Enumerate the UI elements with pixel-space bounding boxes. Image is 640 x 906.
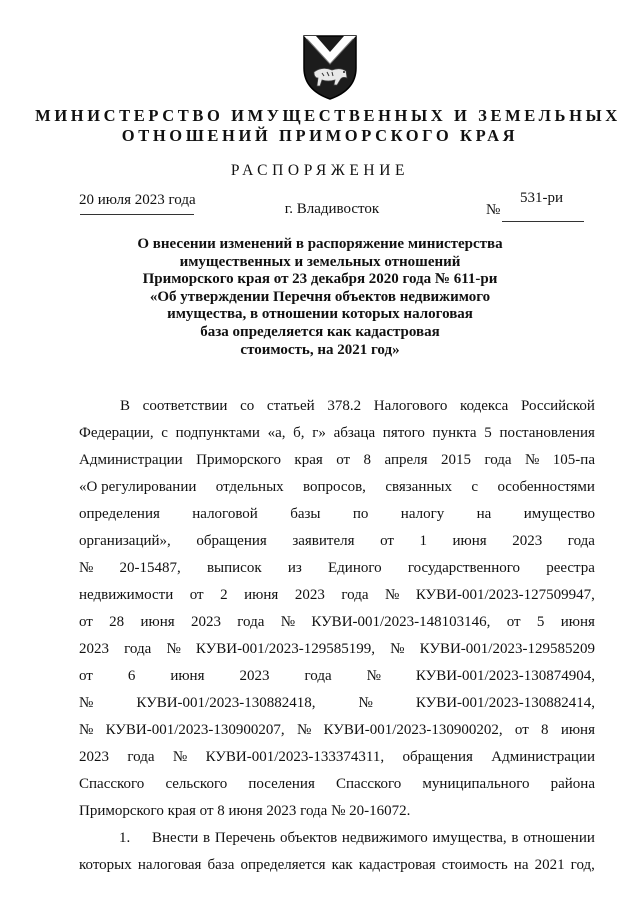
body-line [79,852,595,879]
document-number: 531-ри [520,190,564,206]
word: отдельных [215,479,284,495]
word: постановления [499,425,595,441]
word: 2015 [440,452,471,468]
word: организаций», [79,533,171,549]
word: года [127,749,155,765]
word: В [120,398,131,414]
word: июня [140,614,175,630]
word: от [79,668,93,684]
word: 2023 [512,533,543,549]
word: КУВИ-001/2023-133374311, [205,749,385,765]
item-number: 1. [119,830,131,846]
word: № [79,560,94,576]
word: которых [79,857,132,873]
word: года [124,641,152,657]
body-line [79,474,595,501]
body-line [79,555,595,582]
document-type: РАСПОРЯЖЕНИЕ [230,162,410,179]
word: б, [293,425,305,441]
word: год, [570,857,595,873]
document-body [79,393,595,879]
word: 2023 [79,641,109,657]
body-line [79,663,595,690]
word: июня [170,668,205,684]
word: КУВИ-001/2023-130900207, [105,722,285,738]
word: объектов [279,830,338,846]
body-line [79,501,595,528]
word: № [296,722,312,738]
word: по [352,506,369,522]
word: «а, [267,425,286,441]
word: Спасского [79,776,145,792]
word: государственного [407,560,520,576]
word: КУВИ-001/2023-148103146, [311,614,491,630]
word: абзаца [333,425,376,441]
word: 105-па [552,452,595,468]
body-line [79,582,595,609]
word: 8 [541,722,549,738]
word: от [336,452,351,468]
word: июня [244,587,279,603]
word: 8 [363,452,372,468]
word: обращения [196,533,267,549]
subject-line: имущества, в отношении которых налоговая [167,306,473,323]
word: «О регулировании [79,479,197,495]
word: выписок [206,560,262,576]
word: особенностями [497,479,595,495]
word: Спасского [335,776,402,792]
document-date: 20 июля 2023 года [79,192,196,208]
word: № [79,722,94,738]
word: 20-15487, [119,560,181,576]
body-line [79,420,595,447]
word: от [189,587,204,603]
word: № [525,452,540,468]
word: определяется [240,857,326,873]
word: Администрации [491,749,595,765]
word: № [385,587,400,603]
word: июня [560,614,595,630]
word: в [203,830,211,846]
word: со [240,398,255,414]
word: Российской [521,398,595,414]
word: база [207,857,235,873]
word: пункта [432,425,477,441]
word: Приморского [196,452,281,468]
word: на [476,506,492,522]
word: года [304,668,332,684]
document-city: г. Владивосток [284,201,380,217]
word: 5 [484,425,492,441]
word: апреля [384,452,428,468]
word: июня [452,533,487,549]
word: № [166,641,181,657]
subject-line: имущественных и земельных отношений [179,253,461,270]
word: налоговой [192,506,258,522]
body-line [79,771,595,798]
subject-line: О внесении изменений в распоряжение министерства [137,236,503,252]
word: КУВИ-001/2023-130882414, [415,695,595,711]
word: 1 [419,533,427,549]
body-line [79,690,595,717]
body-line [79,528,595,555]
word: соответствии [142,398,228,414]
word: 6 [127,668,136,684]
ministry-name-line-1: МИНИСТЕРСТВО ИМУЩЕСТВЕННЫХ И ЗЕМЕЛЬНЫХ [35,106,621,125]
word: 5 [536,614,545,630]
word: сельского [165,776,228,792]
word: связанных [385,479,452,495]
word: от [380,533,394,549]
word: муниципального [422,776,530,792]
word: кодекса [460,398,509,414]
body-line [79,744,595,771]
word: статьей [266,398,315,414]
word: базы [290,506,321,522]
word: года [567,533,595,549]
word: из [287,560,302,576]
word: недвижимого [341,830,428,846]
word: № [280,614,296,630]
word: как [331,857,353,873]
word: года [341,587,369,603]
word: КУВИ-001/2023-129585209 [419,641,595,657]
word: на [513,857,529,873]
subject-line: база определяется как кадастровая [200,323,440,340]
body-line [79,609,595,636]
word: поселения [248,776,315,792]
word: в [511,830,519,846]
body-line: Приморского края от 8 июня 2023 года № 20-16072. [79,803,411,819]
word: 2 [220,587,228,603]
word: № [366,668,381,684]
word: пятого [382,425,425,441]
word: № [79,695,94,711]
word: заявителя [292,533,355,549]
word: налоговая [137,857,202,873]
word: года [237,614,265,630]
body-line [79,717,595,744]
word: от [514,722,529,738]
word: недвижимости [79,587,174,603]
word: обращения [402,749,473,765]
word: края [294,452,323,468]
number-underline [502,221,584,222]
word: стоимость [441,857,508,873]
word: реестра [546,560,595,576]
word: подпунктами [175,425,260,441]
word: от [506,614,521,630]
word: налогу [400,506,445,522]
word: Налогового [373,398,448,414]
word: Администрации [79,452,183,468]
item-1-line [79,825,595,852]
word: вопросов, [303,479,366,495]
word: КУВИ-001/2023-130874904, [415,668,595,684]
coat-of-arms-icon [300,30,360,102]
word: 2021 [534,857,565,873]
word: Перечень [214,830,276,846]
word: № [172,749,188,765]
subject-line: Приморского края от 23 декабря 2020 года № 611-ри [142,271,498,288]
word: от [79,614,93,630]
word: г» [312,425,326,441]
word: отношении [523,830,595,846]
word: года [484,452,512,468]
word: с [161,425,168,441]
word: района [550,776,595,792]
word: 2023 [239,668,270,684]
word: имущество [523,506,595,522]
word: имущества, [432,830,507,846]
word: КУВИ-001/2023-127509947, [415,587,595,603]
word: 2023 [190,614,221,630]
word: КУВИ-001/2023-130900202, [323,722,503,738]
body-line [79,393,595,420]
word: с [471,479,479,495]
word: КУВИ-001/2023-130882418, [136,695,316,711]
ministry-name-line-2: ОТНОШЕНИЙ ПРИМОРСКОГО КРАЯ [121,126,519,145]
body-line [79,447,595,474]
word: КУВИ-001/2023-129585199, [195,641,375,657]
word: 378.2 [327,398,362,414]
number-sign: № [486,202,501,218]
document-subject [0,236,640,359]
subject-line: «Об утверждении Перечня объектов недвижимого [149,288,491,305]
word: 2023 [79,749,109,765]
word: Федерации, [79,425,154,441]
word: определения [79,506,160,522]
subject-line: стоимость, на 2021 год» [240,341,400,358]
word: кадастровая [358,857,436,873]
word: Единого [328,560,382,576]
word: 28 [109,614,125,630]
word: Внести [152,830,199,846]
word: № [390,641,405,657]
word: июня [560,722,595,738]
word: 2023 [294,587,325,603]
word: № [358,695,373,711]
body-line [79,636,595,663]
item-1-words [152,825,595,852]
